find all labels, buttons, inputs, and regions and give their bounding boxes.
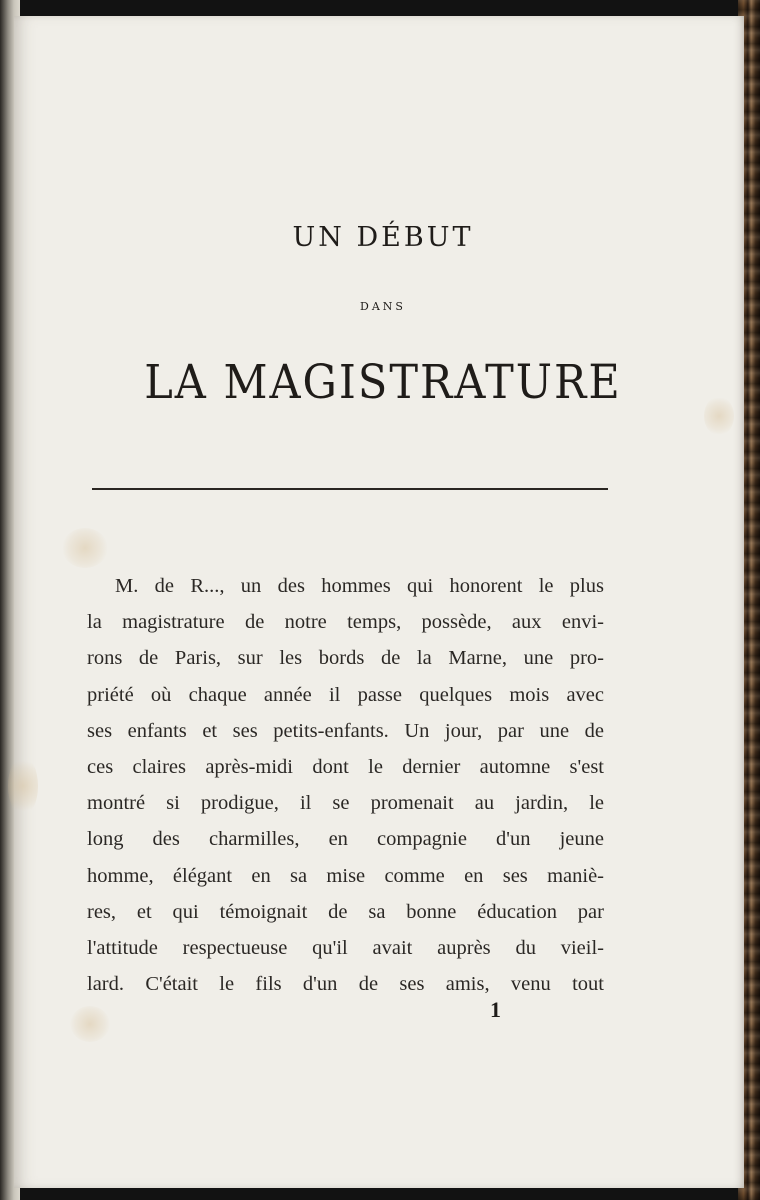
text-line: rons de Paris, sur les bords de la Marne, une pro- (87, 647, 604, 670)
text-line: M. de R..., un des hommes qui honorent le plus (115, 575, 604, 597)
title-line-1: UN DÉBUT (292, 222, 474, 253)
text-line: ces claires après-midi dont le dernier automne s'est (87, 755, 604, 778)
text-line: res, et qui témoignait de sa bonne éducation par (87, 900, 604, 923)
text-line: montré si prodigue, il se promenait au jardin, le (87, 792, 604, 815)
body-paragraph (87, 568, 604, 1002)
text-line: long des charmilles, en compagnie d'un jeune (87, 828, 604, 851)
page-number: 1 (490, 997, 501, 1022)
text-line: lard. C'était le fils d'un de ses amis, venu tout (87, 973, 604, 996)
text-line: l'attitude respectueuse qu'il avait auprès du vieil- (87, 936, 604, 959)
text-line: la magistrature de notre temps, possède, aux envi- (87, 611, 604, 634)
title-line-3: LA MAGISTRATURE (144, 356, 622, 410)
book-page (14, 16, 744, 1188)
foxing-stain (70, 1006, 110, 1042)
foxing-stain (62, 528, 108, 568)
text-line: ses enfants et ses petits-enfants. Un jour, par une de (87, 719, 604, 742)
text-line: priété où chaque année il passe quelques mois avec (87, 683, 604, 706)
title-line-2: DANS (360, 300, 406, 313)
title-rule (92, 488, 608, 490)
text-line: homme, élégant en sa mise comme en ses maniè- (87, 864, 604, 887)
foxing-stain (8, 756, 38, 816)
